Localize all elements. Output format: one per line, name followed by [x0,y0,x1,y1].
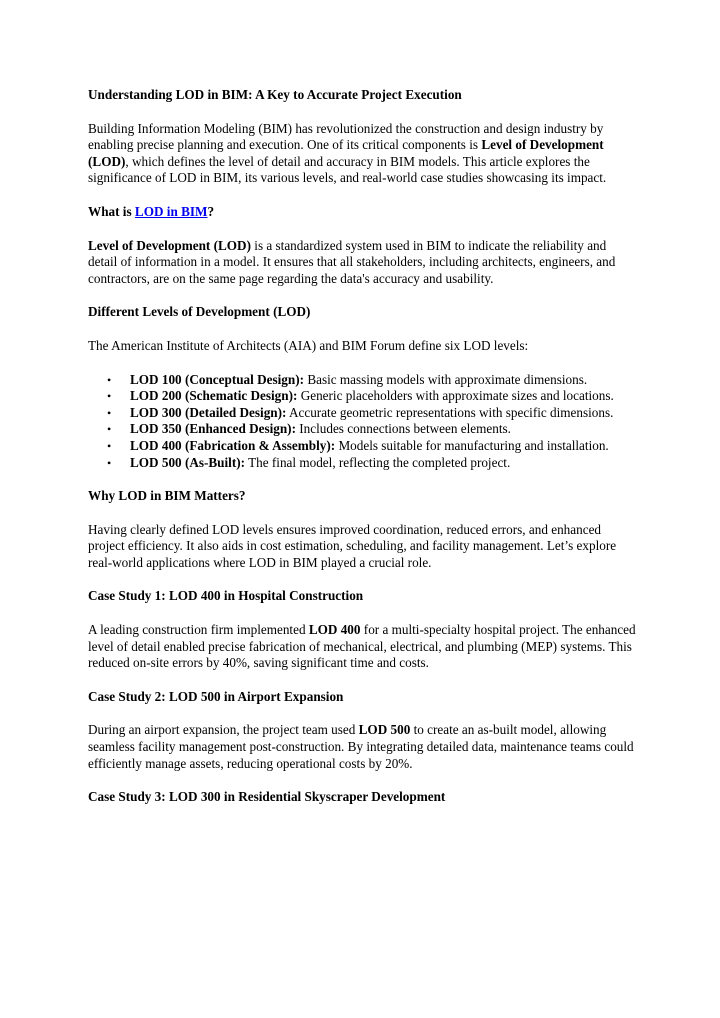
case-study-2-text-1: During an airport expansion, the project team used [88,722,359,738]
list-item-bold: LOD 100 (Conceptual Design): [130,371,305,387]
case-study-3-heading: Case Study 3: LOD 300 in Residential Skyscraper Development [88,789,446,805]
list-item-text: Models suitable for manufacturing and installation. [335,437,609,453]
levels-intro: The American Institute of Architects (AIA) and BIM Forum define six LOD levels: [88,337,529,353]
list-item [107,437,636,455]
case-study-1-paragraph [88,622,636,672]
list-item-bold: LOD 300 (Detailed Design): [130,404,287,420]
levels-heading: Different Levels of Development (LOD) [88,304,311,320]
what-is-suffix: ? [207,203,215,219]
bullet-icon: • [107,405,112,420]
lod-levels-list [88,372,636,472]
list-item-text: Includes connections between elements. [295,421,511,437]
intro-paragraph [88,121,636,187]
bullet-icon: • [107,438,112,453]
case-study-2-paragraph [88,722,636,772]
intro-bold-lod: Level of Development (LOD) [88,137,604,169]
list-item-text: Generic placeholders with approximate sizes and locations. [297,388,614,404]
case-study-1-text-2: for a multi-specialty hospital project. The enhanced level of detail enabled precise fabrication of mechanical, electrical, and plumbing (MEP) systems. This reduced on-site errors by 40%, saving significant time and costs. [88,622,636,671]
case-study-1-text-1: A leading construction firm implemented [88,622,309,638]
case-study-1-bold: LOD 400 [308,622,361,638]
list-item-bold: LOD 400 (Fabrication & Assembly): [130,437,336,453]
case-study-2-text-2: to create an as-built model, allowing seamless facility management post-construction. By integrating detailed data, maintenance teams could efficiently manage assets, reducing operational costs by 20%. [88,722,634,771]
intro-text-2: , which defines the level of detail and accuracy in BIM models. This article explores the significance of LOD in BIM, its various levels, and real-world case studies showcasing its impact. [88,153,607,186]
why-heading: Why LOD in BIM Matters? [88,488,246,504]
case-study-1-heading: Case Study 1: LOD 400 in Hospital Construction [88,588,364,604]
list-item-bold: LOD 350 (Enhanced Design): [130,421,296,437]
list-item-text: Basic massing models with approximate dimensions. [304,371,588,387]
list-item [107,371,636,389]
definition-bold: Level of Development (LOD) [88,237,251,253]
article-body [88,87,636,806]
list-item-bold: LOD 200 (Schematic Design): [130,388,298,404]
case-study-2-bold: LOD 500 [358,722,411,738]
case-study-2-heading: Case Study 2: LOD 500 in Airport Expansion [88,688,344,704]
lod-in-bim-link[interactable]: LOD in BIM [134,203,208,219]
bullet-icon: • [107,389,112,404]
bullet-icon: • [107,455,112,470]
list-item [107,454,636,472]
bullet-icon: • [107,372,112,387]
list-item [107,421,636,438]
bullet-icon: • [107,422,112,437]
list-item-text: The final model, reflecting the completed project. [245,454,511,470]
definition-text: is a standardized system used in BIM to indicate the reliability and detail of information in a model. It ensures that all stakeholders, including architects, engineers, and contractors, are on the same page regarding the data's accuracy and usability. [88,237,616,286]
list-item [107,388,636,405]
list-item-bold: LOD 500 (As-Built): [130,454,246,470]
why-paragraph: Having clearly defined LOD levels ensures improved coordination, reduced errors, and enhanced project efficiency. It also aids in cost estimation, scheduling, and facility management. Let’s explore real-world applications where LOD in BIM played a crucial role. [88,521,617,570]
list-item [107,404,636,422]
definition-paragraph [88,238,636,288]
what-is-prefix: What is [88,203,135,219]
what-is-heading [88,204,636,221]
article-title: Understanding LOD in BIM: A Key to Accurate Project Execution [88,87,462,102]
intro-text-1: Building Information Modeling (BIM) has revolutionized the construction and design industry by enabling precise planning and execution. One of its critical components is [88,120,604,153]
list-item-text: Accurate geometric representations with specific dimensions. [286,404,614,420]
